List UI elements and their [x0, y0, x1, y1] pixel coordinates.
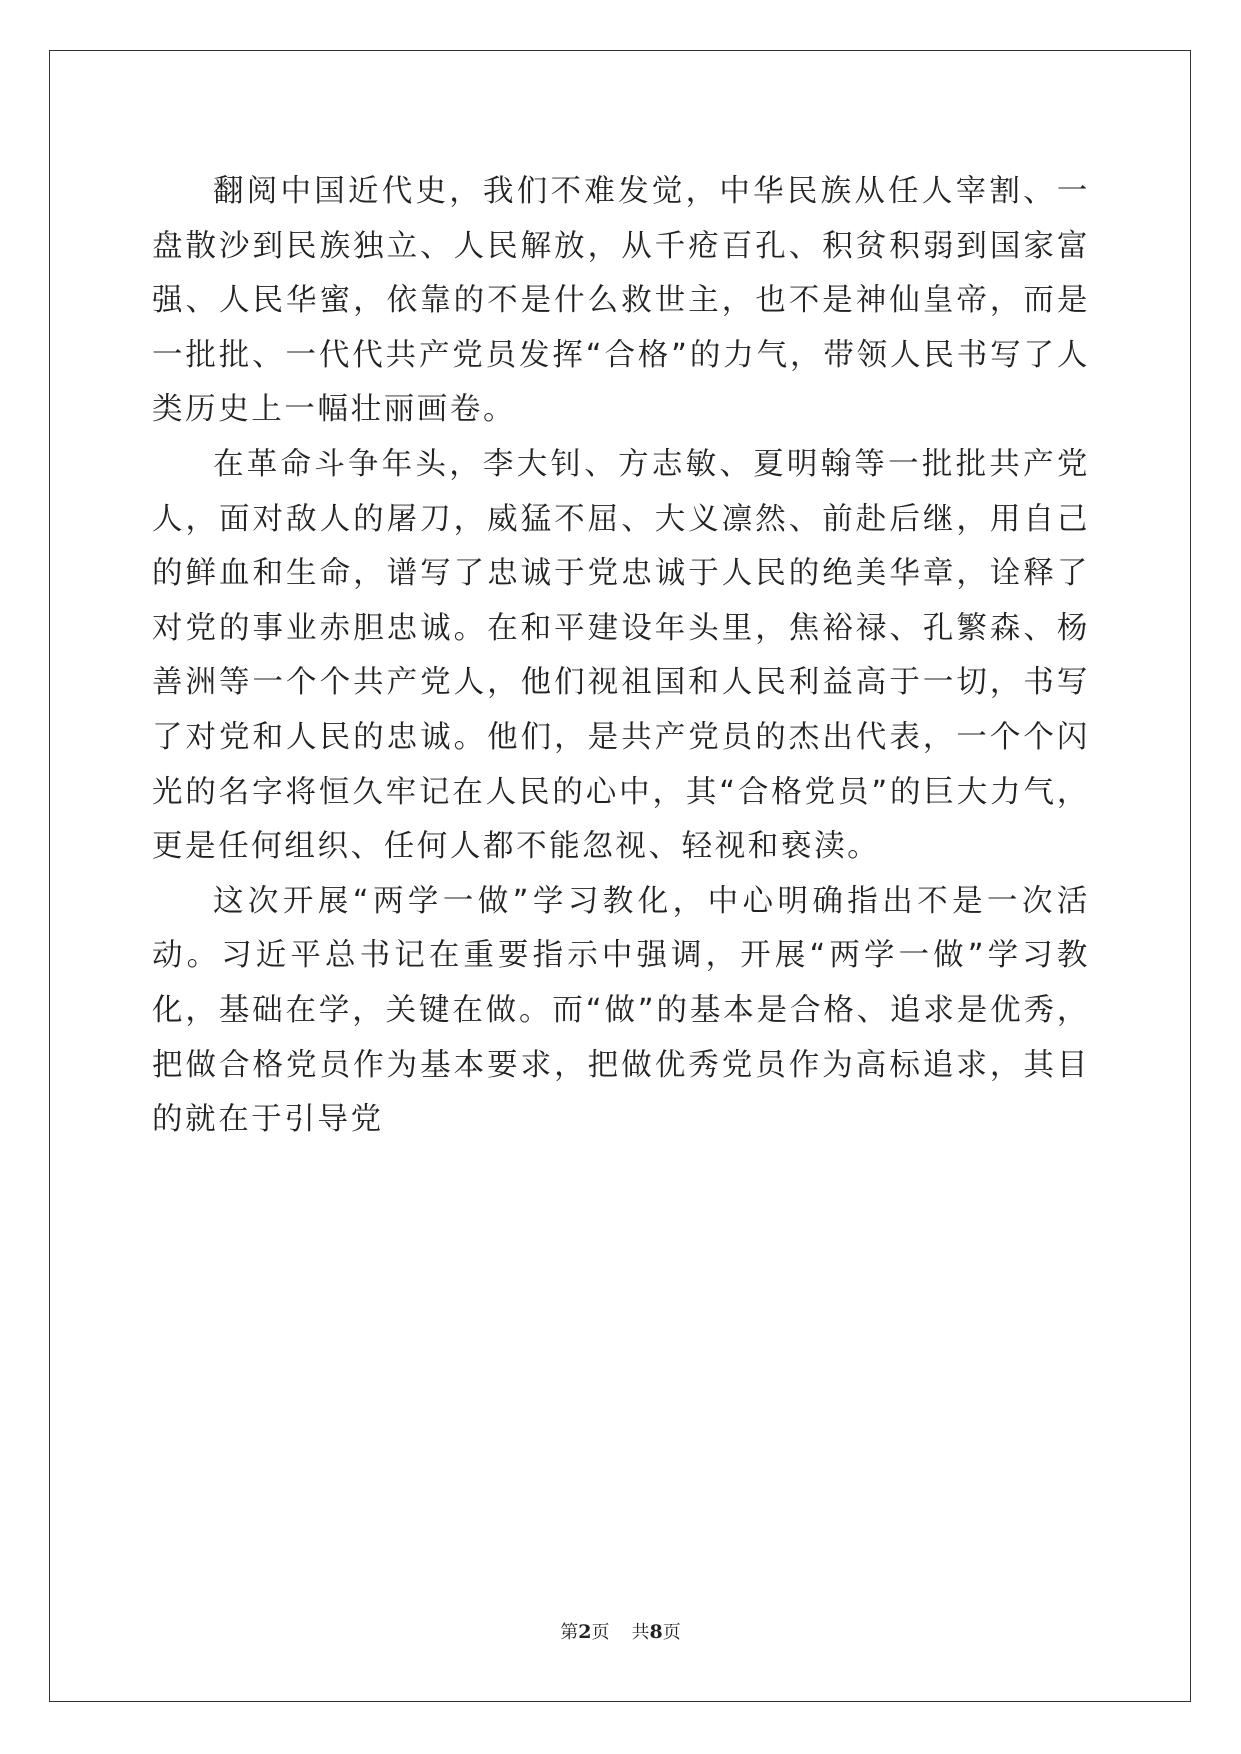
paragraph-1: 翻阅中国近代史，我们不难发觉，中华民族从任人宰割、一盘散沙到民族独立、人民解放，从千疮百孔、积贫积弱到国家富强、人民华蜜，依靠的不是什么救世主，也不是神仙皇帝，而是一批批、一代代共产党员发挥“合格”的力气，带领人民书写了人类历史上一幅壮丽画卷。: [152, 174, 1090, 428]
page-number-footer: [0, 1618, 1241, 1644]
total-prefix: 共: [631, 1622, 650, 1643]
current-page-number: 2: [578, 1621, 592, 1643]
total-suffix: 页: [662, 1622, 681, 1643]
page-suffix: 页: [591, 1622, 610, 1643]
page-prefix: 第: [560, 1622, 579, 1643]
total-page-count: 8: [649, 1621, 663, 1643]
paragraph-2: 在革命斗争年头，李大钊、方志敏、夏明翰等一批批共产党人，面对敌人的屠刀，威猛不屈、大义凛然、前赴后继，用自己的鲜血和生命，谱写了忠诚于党忠诚于人民的绝美华章，诠释了对党的事业赤胆忠诚。在和平建设年头里，焦裕禄、孔繁森、杨善洲等一个个共产党人，他们视祖国和人民利益高于一切，书写了对党和人民的忠诚。他们，是共产党员的杰出代表，一个个闪光的名字将恒久牢记在人民的心中，其“合格党员”的巨大力气，更是任何组织、任何人都不能忽视、轻视和亵渎。: [152, 446, 1090, 865]
document-body: [152, 165, 1090, 1148]
paragraph-3: 这次开展“两学一做”学习教化，中心明确指出不是一次活动。习近平总书记在重要指示中强调，开展“两学一做”学习教化，基础在学，关键在做。而“做”的基本是合格、追求是优秀，把做合格党员作为基本要求，把做优秀党员作为高标追求，其目的就在于引导党: [152, 883, 1090, 1138]
